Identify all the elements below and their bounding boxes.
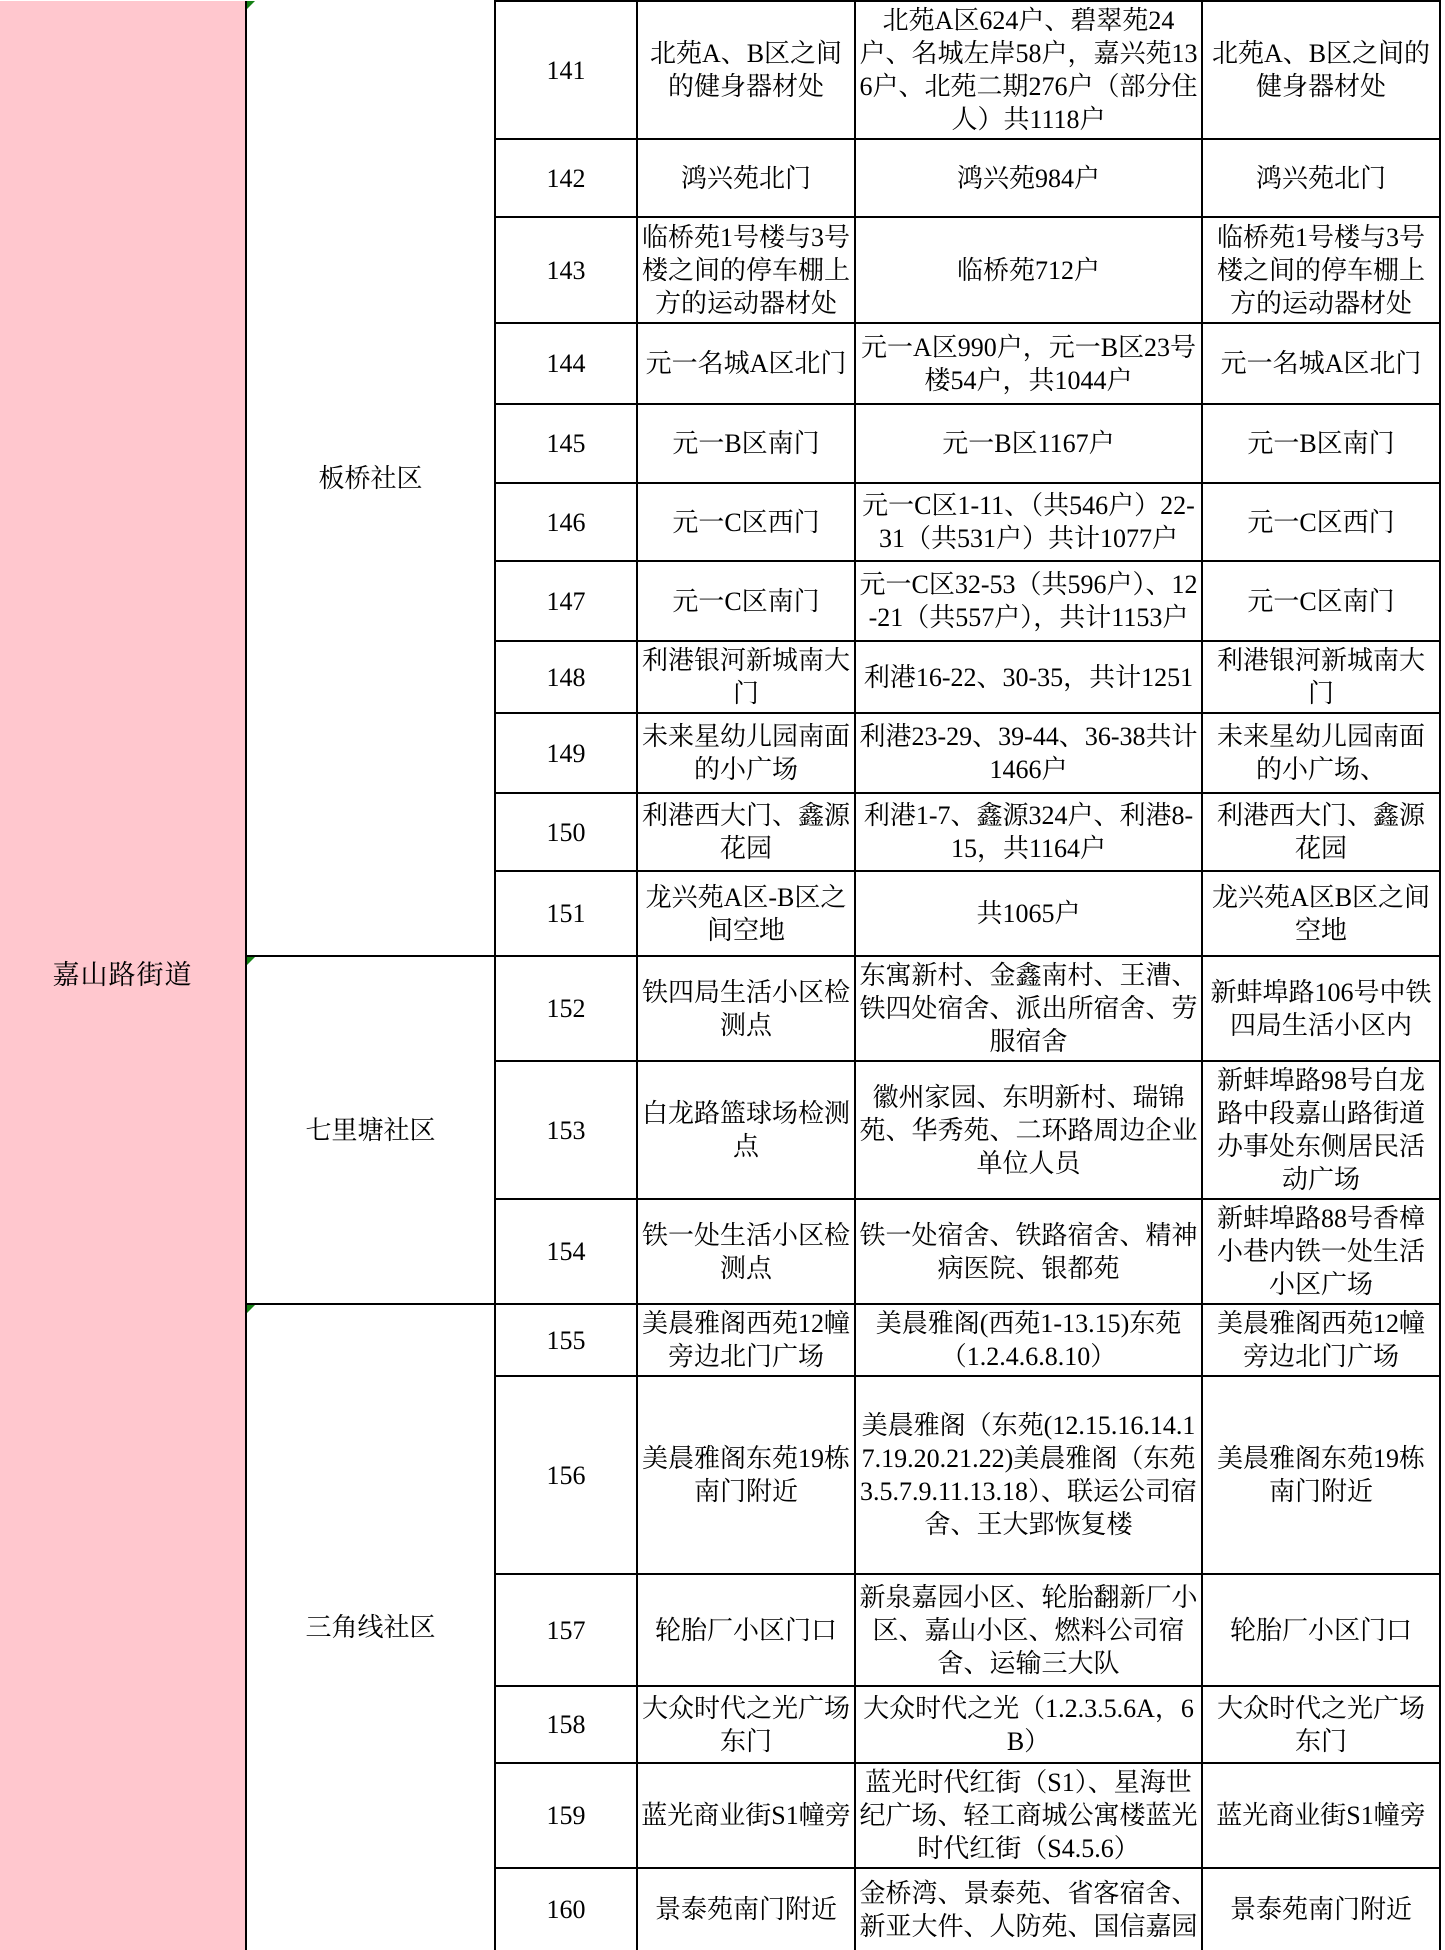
households-cell: 利港16-22、30-35，共计1251 xyxy=(855,641,1202,713)
households-cell: 新泉嘉园小区、轮胎翻新厂小区、嘉山小区、燃料公司宿舍、运输三大队 xyxy=(855,1574,1202,1686)
households-cell: 共1065户 xyxy=(855,871,1202,956)
community-cell-sanjiaoxian: 三角线社区 xyxy=(246,1304,495,1950)
row-number-cell: 141 xyxy=(495,1,637,139)
site-name-cell: 大众时代之光广场东门 xyxy=(637,1686,855,1763)
row-number-cell: 157 xyxy=(495,1574,637,1686)
households-cell: 徽州家园、东明新村、瑞锦苑、华秀苑、二环路周边企业单位人员 xyxy=(855,1061,1202,1199)
row-number-cell: 148 xyxy=(495,641,637,713)
address-cell: 利港西大门、鑫源花园 xyxy=(1202,793,1440,871)
street-cell: 嘉山路街道 xyxy=(0,1,246,1950)
address-cell: 临桥苑1号楼与3号楼之间的停车棚上方的运动器材处 xyxy=(1202,217,1440,323)
households-cell: 元一B区1167户 xyxy=(855,404,1202,483)
households-cell: 美晨雅阁（东苑(12.15.16.14.17.19.20.21.22)美晨雅阁（东苑3.5.7.9.11.13.18）、联运公司宿舍、王大郢恢复楼 xyxy=(855,1376,1202,1574)
row-number-cell: 158 xyxy=(495,1686,637,1763)
households-cell: 北苑A区624户、碧翠苑24户、名城左岸58户，嘉兴苑136户、北苑二期276户（部分住人）共1118户 xyxy=(855,1,1202,139)
address-cell: 北苑A、B区之间的健身器材处 xyxy=(1202,1,1440,139)
address-cell: 美晨雅阁西苑12幢旁边北门广场 xyxy=(1202,1304,1440,1376)
address-cell: 未来星幼儿园南面的小广场、 xyxy=(1202,713,1440,793)
address-cell: 新蚌埠路98号白龙路中段嘉山路街道办事处东侧居民活动广场 xyxy=(1202,1061,1440,1199)
cell-flag-icon xyxy=(247,1,255,9)
row-number-cell: 149 xyxy=(495,713,637,793)
row-number-cell: 143 xyxy=(495,217,637,323)
site-name-cell: 鸿兴苑北门 xyxy=(637,139,855,217)
community-cell-qilitang: 七里塘社区 xyxy=(246,956,495,1304)
households-cell: 元一C区1-11、（共546户）22-31（共531户）共计1077户 xyxy=(855,483,1202,561)
site-name-cell: 北苑A、B区之间的健身器材处 xyxy=(637,1,855,139)
address-cell: 元一C区西门 xyxy=(1202,483,1440,561)
cell-flag-icon xyxy=(247,1305,255,1313)
site-name-cell: 龙兴苑A区-B区之间空地 xyxy=(637,871,855,956)
address-cell: 新蚌埠路88号香樟小巷内铁一处生活小区广场 xyxy=(1202,1199,1440,1304)
site-name-cell: 轮胎厂小区门口 xyxy=(637,1574,855,1686)
households-cell: 铁一处宿舍、铁路宿舍、精神病医院、银都苑 xyxy=(855,1199,1202,1304)
address-cell: 轮胎厂小区门口 xyxy=(1202,1574,1440,1686)
row-number-cell: 145 xyxy=(495,404,637,483)
address-cell: 龙兴苑A区B区之间空地 xyxy=(1202,871,1440,956)
row-number-cell: 142 xyxy=(495,139,637,217)
address-cell: 美晨雅阁东苑19栋南门附近 xyxy=(1202,1376,1440,1574)
row-number-cell: 144 xyxy=(495,323,637,404)
address-cell: 鸿兴苑北门 xyxy=(1202,139,1440,217)
households-cell: 金桥湾、景泰苑、省客宿舍、新亚大件、人防苑、国信嘉园 xyxy=(855,1868,1202,1950)
row-number-cell: 146 xyxy=(495,483,637,561)
address-cell: 新蚌埠路106号中铁四局生活小区内 xyxy=(1202,956,1440,1061)
row-number-cell: 159 xyxy=(495,1763,637,1868)
row-number-cell: 160 xyxy=(495,1868,637,1950)
households-cell: 美晨雅阁(西苑1-13.15)东苑（1.2.4.6.8.10） xyxy=(855,1304,1202,1376)
site-name-cell: 元一B区南门 xyxy=(637,404,855,483)
row-number-cell: 155 xyxy=(495,1304,637,1376)
row-number-cell: 152 xyxy=(495,956,637,1061)
row-number-cell: 150 xyxy=(495,793,637,871)
address-cell: 蓝光商业街S1幢旁 xyxy=(1202,1763,1440,1868)
households-cell: 大众时代之光（1.2.3.5.6A，6B） xyxy=(855,1686,1202,1763)
households-cell: 利港23-29、39-44、36-38共计1466户 xyxy=(855,713,1202,793)
community-cell-banqiao: 板桥社区 xyxy=(246,1,495,956)
households-cell: 临桥苑712户 xyxy=(855,217,1202,323)
site-name-cell: 美晨雅阁西苑12幢旁边北门广场 xyxy=(637,1304,855,1376)
row-number-cell: 154 xyxy=(495,1199,637,1304)
site-name-cell: 临桥苑1号楼与3号楼之间的停车棚上方的运动器材处 xyxy=(637,217,855,323)
households-cell: 元一A区990户，元一B区23号楼54户，共1044户 xyxy=(855,323,1202,404)
row-number-cell: 147 xyxy=(495,561,637,641)
row-number-cell: 153 xyxy=(495,1061,637,1199)
site-name-cell: 景泰苑南门附近 xyxy=(637,1868,855,1950)
row-number-cell: 151 xyxy=(495,871,637,956)
site-name-cell: 铁一处生活小区检测点 xyxy=(637,1199,855,1304)
households-cell: 蓝光时代红街（S1）、星海世纪广场、轻工商城公寓楼蓝光时代红街（S4.5.6） xyxy=(855,1763,1202,1868)
site-name-cell: 铁四局生活小区检测点 xyxy=(637,956,855,1061)
site-name-cell: 元一名城A区北门 xyxy=(637,323,855,404)
row-number-cell: 156 xyxy=(495,1376,637,1574)
site-name-cell: 利港西大门、鑫源花园 xyxy=(637,793,855,871)
site-name-cell: 利港银河新城南大门 xyxy=(637,641,855,713)
households-cell: 东寓新村、金鑫南村、王漕、铁四处宿舍、派出所宿舍、劳服宿舍 xyxy=(855,956,1202,1061)
site-name-cell: 元一C区西门 xyxy=(637,483,855,561)
address-cell: 元一C区南门 xyxy=(1202,561,1440,641)
cell-flag-icon xyxy=(247,957,255,965)
households-cell: 利港1-7、鑫源324户、利港8-15，共1164户 xyxy=(855,793,1202,871)
address-cell: 利港银河新城南大门 xyxy=(1202,641,1440,713)
address-cell: 元一名城A区北门 xyxy=(1202,323,1440,404)
households-cell: 鸿兴苑984户 xyxy=(855,139,1202,217)
site-name-cell: 美晨雅阁东苑19栋南门附近 xyxy=(637,1376,855,1574)
address-cell: 景泰苑南门附近 xyxy=(1202,1868,1440,1950)
address-cell: 大众时代之光广场东门 xyxy=(1202,1686,1440,1763)
site-name-cell: 蓝光商业街S1幢旁 xyxy=(637,1763,855,1868)
site-name-cell: 未来星幼儿园南面的小广场 xyxy=(637,713,855,793)
table-row xyxy=(0,1,1440,139)
site-name-cell: 元一C区南门 xyxy=(637,561,855,641)
site-name-cell: 白龙路篮球场检测点 xyxy=(637,1061,855,1199)
address-cell: 元一B区南门 xyxy=(1202,404,1440,483)
households-cell: 元一C区32-53（共596户）、12-21（共557户），共计1153户 xyxy=(855,561,1202,641)
